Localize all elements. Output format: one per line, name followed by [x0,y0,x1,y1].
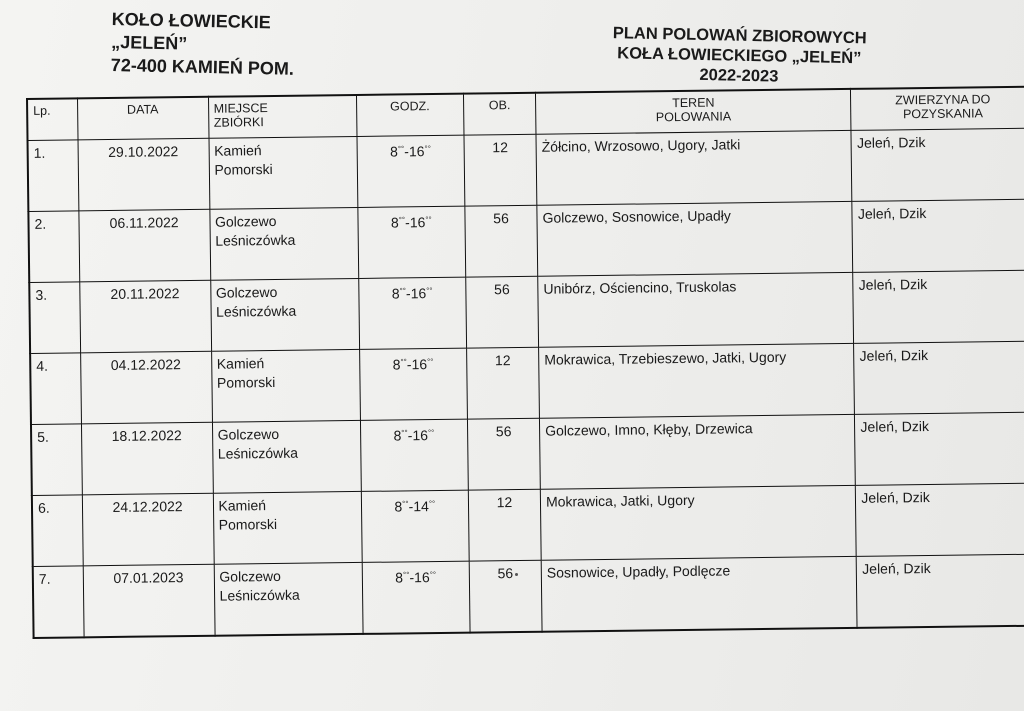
cell-area: Golczewo, Imno, Kłęby, Drzewica [539,414,855,489]
cell-place-line1: Golczewo [214,212,277,230]
time-start-min: °° [402,570,410,580]
header-date: DATA [77,97,208,140]
cell-lp: 2. [28,211,79,283]
time-end-min: °° [426,286,433,296]
time-end-min: °° [424,144,431,154]
hunting-plan-table [26,86,1024,639]
cell-game: Jeleń, Dzik [854,341,1024,414]
time-start-hour: 8 [394,498,403,515]
time-start-min: °° [402,499,409,509]
cell-place-line1: Kamień [216,355,265,372]
time-start-hour: 8 [392,356,401,373]
cell-ob: 56 [465,205,538,277]
cell-place [213,491,362,564]
cell-place [209,207,358,280]
table-row [30,341,1024,424]
time-end-hour: 16 [408,143,425,160]
hunting-plan-table-wrapper [26,86,1024,639]
cell-area: Żółcino, Wrzosowo, Ugory, Jatki [536,130,852,205]
cell-game: Jeleń, Dzik [852,199,1024,272]
time-dash: - [409,569,415,586]
cell-date: 20.11.2022 [79,280,211,353]
table-body [28,128,1024,638]
cell-time [357,135,465,207]
time-dash: - [407,427,413,444]
cell-date: 24.12.2022 [82,493,214,566]
time-end-hour: 16 [414,569,430,586]
time-dash: - [408,498,414,515]
cell-place-line2: Pomorski [218,515,278,533]
cell-date: 04.12.2022 [80,351,212,424]
header-place-line2: ZBIÓRKI [213,115,264,130]
club-name-line2: „JELEŃ” [111,31,188,54]
cell-game: Jeleń, Dzik [856,483,1024,556]
cell-ob: 56 [469,560,542,632]
header-place [208,95,357,138]
cell-place [211,349,360,422]
cell-place-line1: Kamień [218,497,267,514]
cell-place [214,562,363,635]
time-dash: - [405,285,411,302]
table-row [29,270,1024,353]
cell-ob: 56 [466,276,539,348]
cell-date: 07.01.2023 [83,564,215,637]
time-dash: - [404,143,410,160]
time-start-hour: 8 [390,214,399,231]
time-end-hour: 14 [413,498,429,515]
time-start-hour: 8 [391,285,400,302]
cell-lp: 7. [33,566,84,638]
time-end-hour: 16 [411,356,428,373]
time-start-hour: 8 [395,569,404,586]
cell-area: Sosnowice, Upadły, Podlęcze [541,556,857,631]
cell-game: Jeleń, Dzik [851,128,1024,201]
time-end-hour: 16 [410,285,427,302]
document-title: PLAN POLOWAŃ ZBIOROWYCH [612,24,867,48]
cell-time [362,561,470,634]
header-game [851,87,1024,131]
time-start-hour: 8 [389,143,398,160]
cell-date: 06.11.2022 [79,209,211,282]
header-area-line1: TEREN [672,95,715,111]
cell-place-line1: Golczewo [219,567,281,585]
cell-date: 29.10.2022 [78,138,210,211]
cell-lp: 1. [28,140,79,212]
club-name-line1: KOŁO ŁOWIECKIE [111,8,271,33]
table-row [32,483,1024,566]
time-end-hour: 16 [409,214,426,231]
time-dash: - [405,214,410,231]
document-title-block [559,22,920,90]
time-start-min: °° [397,144,405,154]
time-start-min: °° [398,215,406,225]
time-start-min: °° [399,286,407,296]
cell-area: Golczewo, Sosnowice, Upadły [537,201,853,276]
cell-place-line1: Golczewo [215,283,278,301]
cell-area: Mokrawica, Trzebieszewo, Jatki, Ugory [539,343,855,418]
table-row [28,128,1024,211]
cell-time [357,206,465,278]
cell-time [358,277,466,349]
time-end-min: °° [427,357,434,367]
time-end-min: °° [429,570,437,580]
cell-place-line2: Leśniczówka [215,231,296,249]
cell-place-line2: Pomorski [216,373,276,391]
header-game-line1: ZWIERZYNA DO [895,92,991,108]
header-time: GODZ. [356,94,464,137]
time-end-min: °° [427,428,435,438]
cell-place-line2: Leśniczówka [219,586,300,604]
cell-ob: 12 [468,489,541,561]
time-dash: - [406,356,412,373]
time-start-hour: 8 [393,427,402,444]
cell-ob: 12 [464,134,537,206]
cell-ob: 56 [467,418,540,490]
cell-place [212,420,361,493]
document-subtitle: KOŁA ŁOWIECKIEGO „JELEŃ” [617,44,862,68]
cell-game: Jeleń, Dzik [853,270,1024,343]
cell-lp: 4. [30,353,81,425]
header-area [536,89,852,134]
table-row [28,199,1024,282]
paper-speck [515,573,518,576]
club-name-block [111,8,295,81]
cell-game: Jeleń, Dzik [857,554,1024,628]
cell-date: 18.12.2022 [81,422,213,495]
cell-area: Unibórz, Ościencino, Truskolas [538,272,854,347]
cell-place [209,136,358,209]
cell-place-line2: Leśniczówka [216,302,297,320]
time-end-hour: 16 [412,427,429,444]
time-start-min: °° [401,428,408,438]
table-row [33,554,1024,638]
cell-time [360,419,468,491]
cell-lp: 3. [29,282,80,354]
header-lp: Lp. [27,98,78,140]
table-row [31,412,1024,495]
cell-place-line2: Pomorski [214,160,273,178]
cell-place-line1: Kamień [214,142,262,159]
time-start-min: °° [400,357,407,367]
cell-place [210,278,359,351]
cell-time [359,348,467,420]
cell-time [361,490,469,562]
time-end-min: °° [425,215,432,225]
time-end-min: °° [428,499,436,509]
header-place-line1: MIEJSCE [213,101,268,116]
header-ob: OB. [464,93,537,135]
club-address: 72-400 KAMIEŃ POM. [110,54,295,79]
cell-lp: 6. [32,495,83,567]
cell-place-line1: Golczewo [217,425,280,443]
document-season: 2022-2023 [699,65,779,86]
cell-area: Mokrawica, Jatki, Ugory [540,485,856,560]
header-game-line2: POZYSKANIA [902,106,983,122]
cell-lp: 5. [31,424,82,496]
cell-game: Jeleń, Dzik [855,412,1024,485]
cell-place-line2: Leśniczówka [217,444,299,462]
cell-ob: 12 [467,347,540,419]
header-area-line2: POLOWANIA [655,109,732,125]
